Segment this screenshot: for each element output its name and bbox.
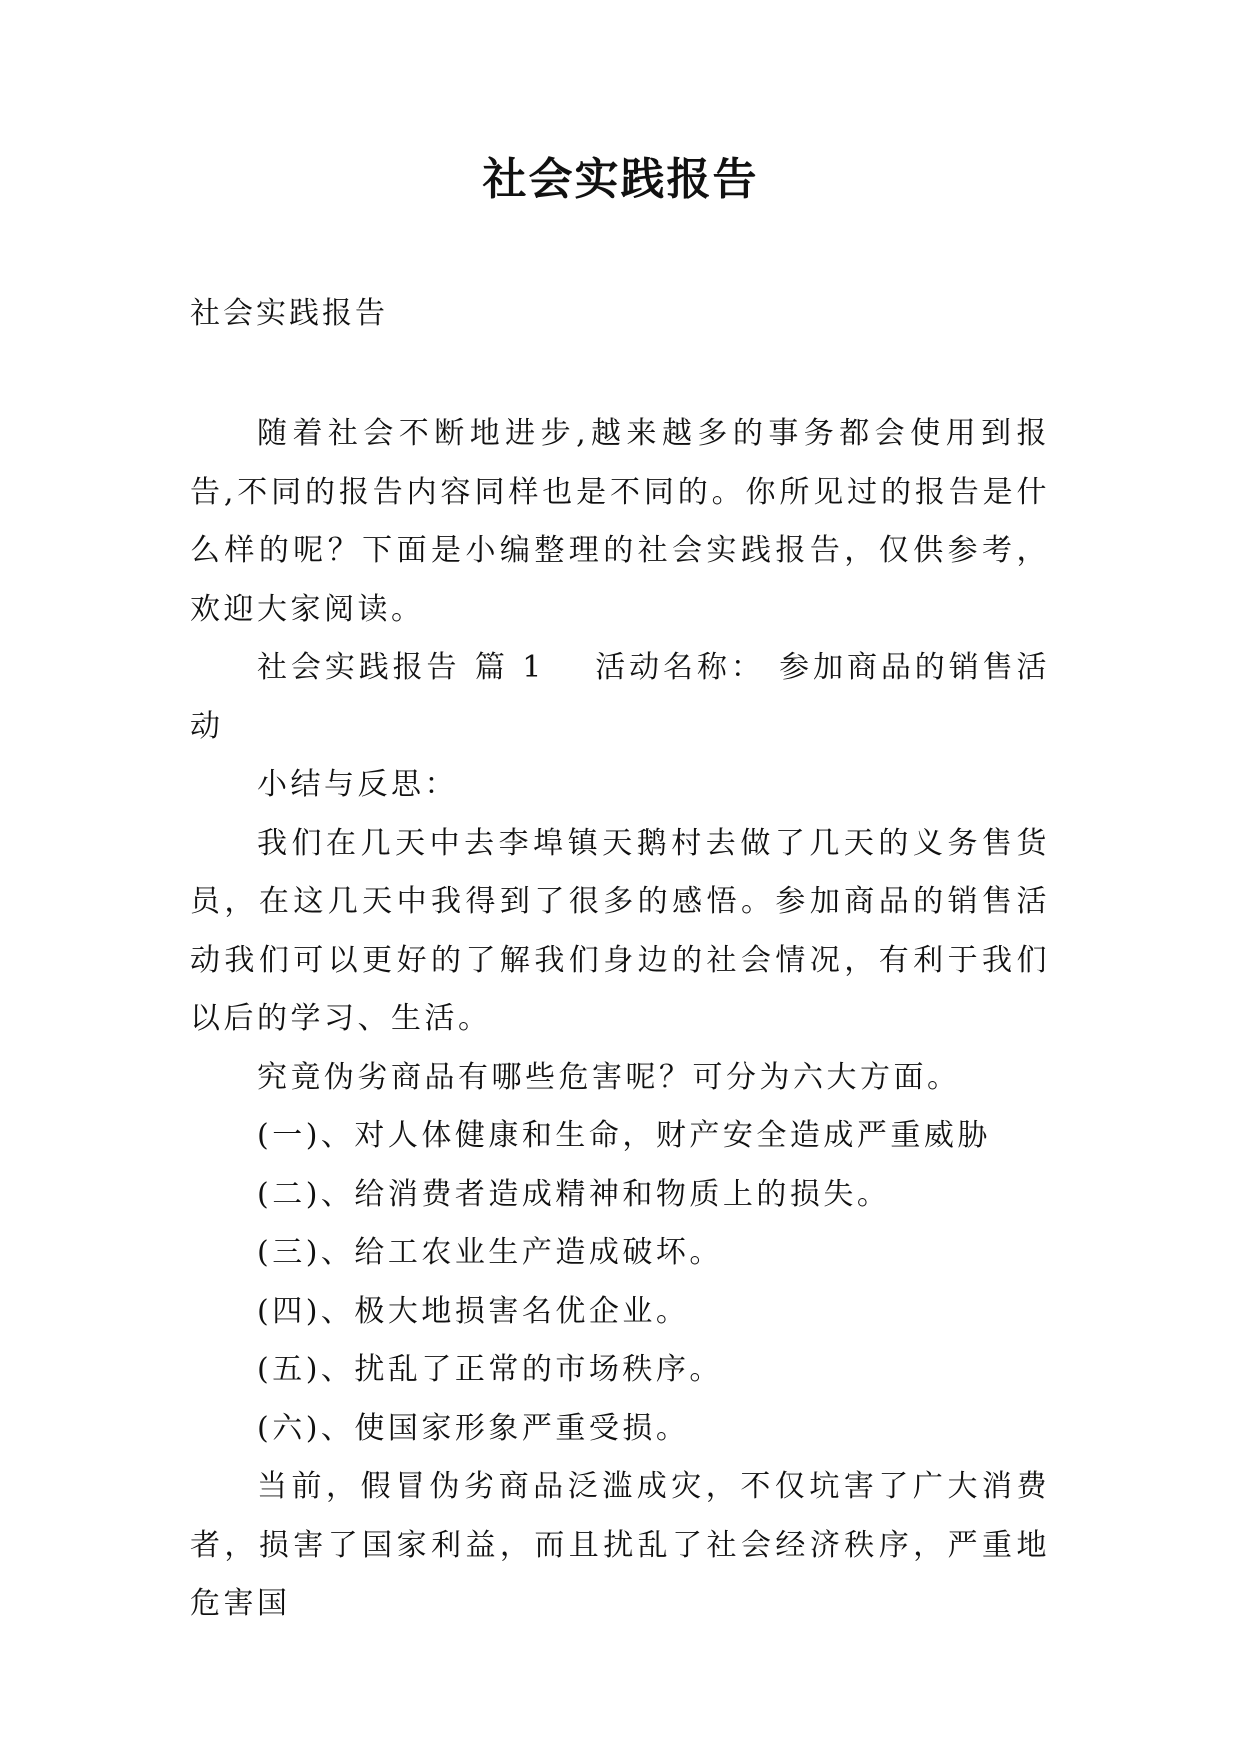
body-paragraph-1: 我们在几天中去李埠镇天鹅村去做了几天的义务售货员，在这几天中我得到了很多的感悟。参加商品的销售活动我们可以更好的了解我们身边的社会情况，有利于我们以后的学习、生活。 [190, 825, 1050, 1036]
section-heading [190, 639, 1050, 756]
summary-heading: 小结与反思： [257, 767, 458, 802]
harm-item-6: (六)、使国家形象严重受损。 [257, 1410, 690, 1446]
document-subtitle: 社会实践报告 [190, 296, 388, 331]
document-title: 社会实践报告 [482, 154, 759, 205]
section-chapter: 篇 1 [474, 650, 545, 685]
harm-item-2: (二)、给消费者造成精神和物质上的损失。 [257, 1176, 891, 1212]
harm-item-3: (三)、给工农业生产造成破坏。 [257, 1235, 723, 1270]
document-body [190, 405, 1050, 1634]
body-paragraph-2: 当前，假冒伪劣商品泛滥成灾，不仅坑害了广大消费者，损害了国家利益，而且扰乱了社会经济秩序，严重地危害国 [190, 1469, 1050, 1621]
activity-name: 参加商品的销售活动 [190, 650, 1051, 744]
harm-item-1: (一)、对人体健康和生命，财产安全造成严重威胁 [257, 1118, 991, 1153]
harm-item-4: (四)、极大地损害名优企业。 [257, 1293, 690, 1329]
activity-label: 活动名称： [594, 650, 765, 685]
harms-question: 究竟伪劣商品有哪些危害呢？可分为六大方面。 [257, 1059, 961, 1095]
intro-paragraph: 随着社会不断地进步,越来越多的事务都会使用到报告,不同的报告内容同样也是不同的。你所见过的报告是什么样的呢？下面是小编整理的社会实践报告，仅供参考，欢迎大家阅读。 [190, 416, 1050, 627]
harm-item-5: (五)、扰乱了正常的市场秩序。 [257, 1352, 723, 1387]
section-report-title: 社会实践报告 [257, 650, 461, 685]
